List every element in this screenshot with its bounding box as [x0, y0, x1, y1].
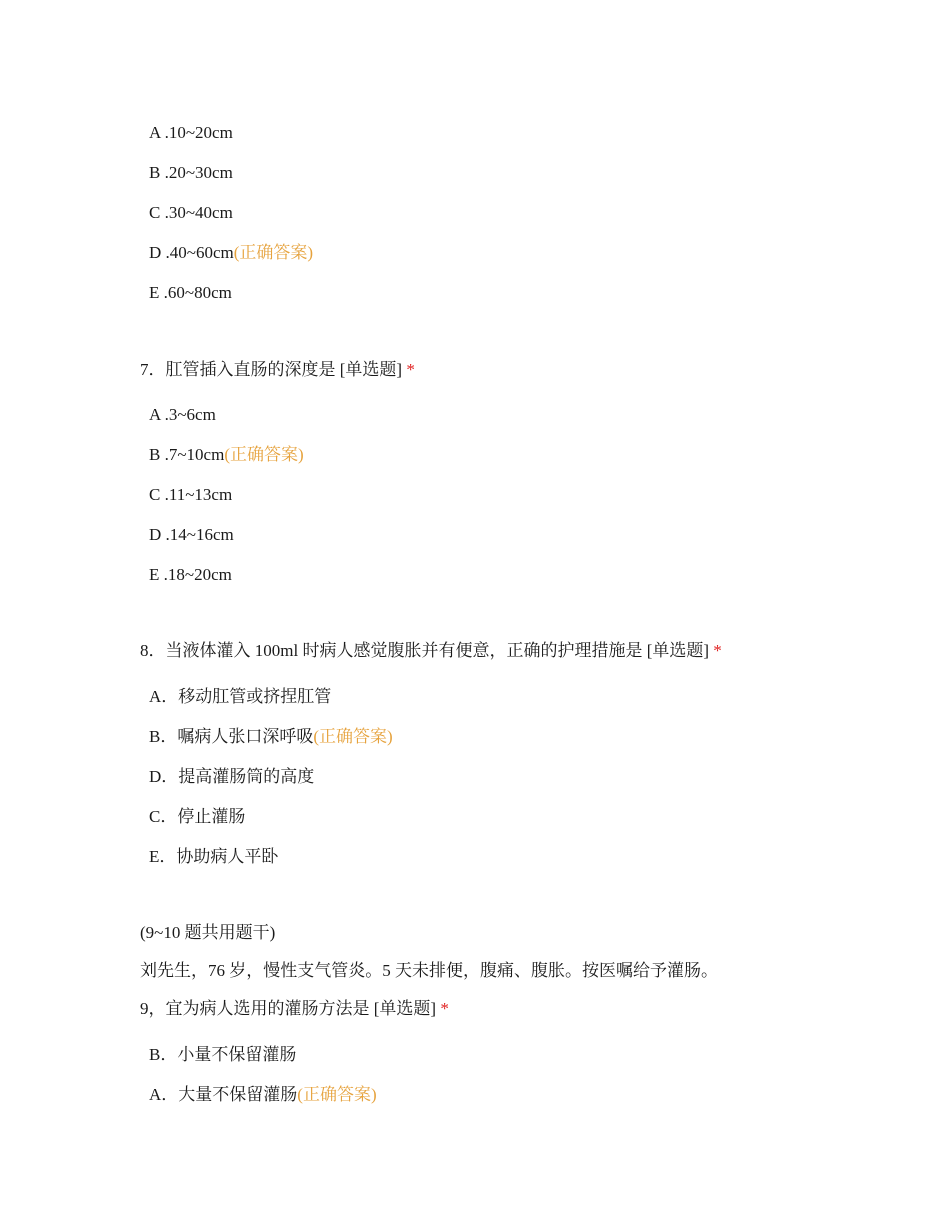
- q7-option-d: [149, 524, 234, 546]
- option-separator: ．: [161, 687, 179, 706]
- required-marker: *: [713, 641, 722, 660]
- option-separator: .: [161, 243, 170, 262]
- q7-title: [140, 359, 415, 381]
- correct-answer-marker: (正确答案): [224, 445, 304, 464]
- q6-option-c: [149, 202, 233, 224]
- q9-option-b: [149, 1044, 296, 1066]
- correct-answer-marker: (正确答案): [233, 243, 314, 262]
- option-letter: E: [149, 847, 160, 866]
- option-text: 10~20cm: [168, 123, 233, 142]
- question-text: 8．当液体灌入 100ml 时病人感觉腹胀并有便意，正确的护理措施是 [单选题]: [140, 641, 710, 660]
- option-letter: B: [149, 445, 161, 464]
- q9-title: [140, 998, 449, 1020]
- option-letter: D: [149, 525, 162, 544]
- option-letter: D: [149, 767, 162, 786]
- q7-option-b: [149, 444, 304, 466]
- q7-option-c: [149, 484, 232, 506]
- option-letter: A: [149, 405, 161, 424]
- required-marker: *: [440, 999, 449, 1018]
- option-letter: E: [149, 565, 160, 584]
- option-separator: .: [159, 283, 168, 302]
- q8-option-a: [149, 686, 331, 708]
- option-letter: B: [149, 163, 161, 182]
- option-letter: A: [149, 1085, 162, 1104]
- q8-option-e: [149, 846, 278, 868]
- option-letter: C: [149, 203, 161, 222]
- option-separator: ．: [161, 767, 179, 786]
- q8-option-c: [149, 806, 245, 828]
- q7-option-a: [149, 404, 216, 426]
- q6-option-e: [149, 282, 232, 304]
- option-separator: .: [160, 163, 169, 182]
- correct-answer-marker: (正确答案): [297, 1085, 377, 1104]
- option-separator: .: [160, 123, 169, 142]
- option-letter: D: [149, 243, 162, 262]
- option-separator: .: [159, 565, 168, 584]
- option-separator: .: [160, 485, 169, 504]
- question-text: 9，宜为病人选用的灌肠方法是 [单选题]: [140, 999, 437, 1018]
- option-separator: .: [160, 405, 169, 424]
- option-text: 40~60cm: [169, 243, 234, 262]
- option-separator: ．: [161, 1085, 179, 1104]
- option-letter: B: [149, 727, 161, 746]
- option-letter: C: [149, 807, 161, 826]
- option-separator: .: [161, 525, 170, 544]
- q6-option-a: [149, 122, 233, 144]
- required-marker: *: [406, 360, 415, 379]
- option-text: 嘱病人张口深呼吸: [177, 727, 314, 746]
- option-text: 18~20cm: [167, 565, 232, 584]
- option-text: 提高灌肠筒的高度: [178, 767, 315, 786]
- option-text: 3~6cm: [168, 405, 216, 424]
- option-text: 11~13cm: [168, 485, 233, 504]
- option-text: 20~30cm: [168, 163, 233, 182]
- shared-stem-text: 刘先生，76 岁，慢性支气管炎。5 天未排便，腹痛、腹胀。按医嘱给予灌肠。: [140, 961, 718, 980]
- option-text: 大量不保留灌肠: [178, 1085, 298, 1104]
- option-letter: A: [149, 123, 161, 142]
- option-letter: B: [149, 1045, 161, 1064]
- option-separator: ．: [160, 727, 178, 746]
- option-text: 14~16cm: [169, 525, 234, 544]
- option-text: 30~40cm: [168, 203, 233, 222]
- option-text: 移动肛管或挤捏肛管: [178, 687, 332, 706]
- option-text: 7~10cm: [168, 445, 225, 464]
- shared-stem-label: (9~10 题共用题干): [140, 923, 276, 942]
- option-separator: .: [160, 203, 169, 222]
- q8-option-d: [149, 766, 314, 788]
- option-separator: ．: [160, 1045, 178, 1064]
- option-letter: E: [149, 283, 160, 302]
- option-separator: .: [160, 445, 169, 464]
- q7-option-e: [149, 564, 232, 586]
- q9-option-a: [149, 1084, 377, 1106]
- q6-option-d: [149, 242, 313, 264]
- option-text: 小量不保留灌肠: [177, 1045, 297, 1064]
- option-text: 停止灌肠: [177, 807, 246, 826]
- option-letter: A: [149, 687, 162, 706]
- option-letter: C: [149, 485, 161, 504]
- q6-option-b: [149, 162, 233, 184]
- correct-answer-marker: (正确答案): [313, 727, 393, 746]
- option-text: 协助病人平卧: [176, 847, 279, 866]
- question-text: 7．肛管插入直肠的深度是 [单选题]: [140, 360, 403, 379]
- option-separator: ．: [159, 847, 177, 866]
- option-text: 60~80cm: [167, 283, 232, 302]
- q8-option-b: [149, 726, 393, 748]
- option-separator: ．: [160, 807, 178, 826]
- q8-title: [140, 640, 722, 662]
